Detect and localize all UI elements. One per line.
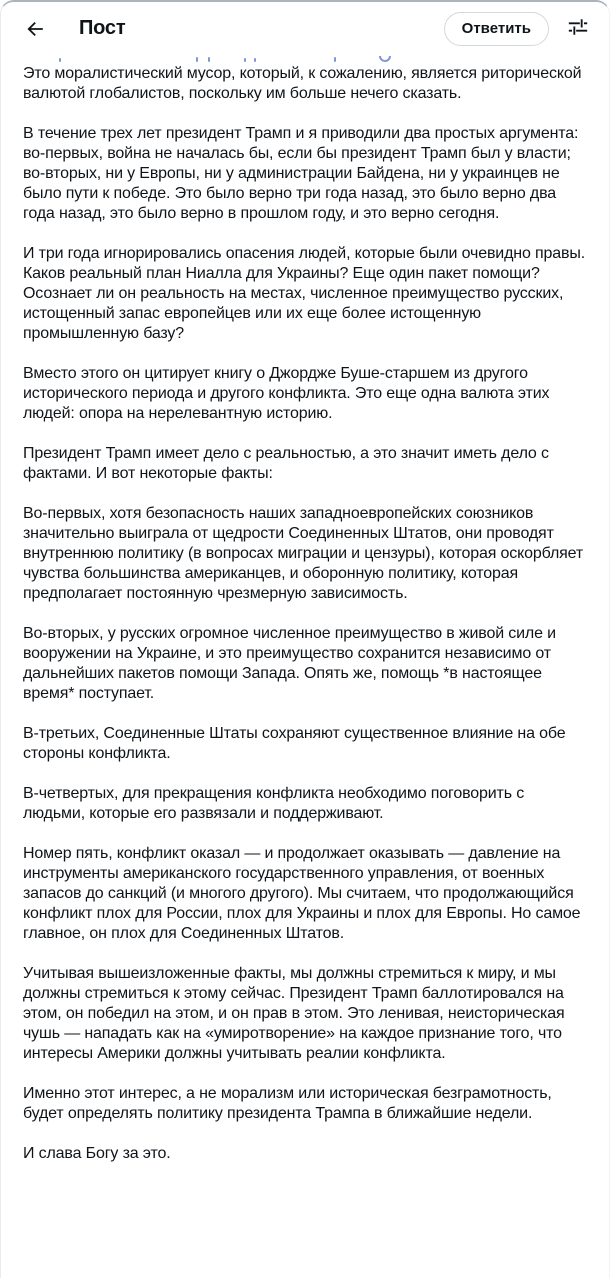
back-button[interactable] <box>17 11 53 47</box>
clipped-link-fragment <box>254 58 256 62</box>
post-paragraph: Это моралистический мусор, который, к сожалению, является риторической валютой глобалистов, поскольку им больше нечего сказать. <box>23 65 582 102</box>
clipped-link-fragment <box>334 57 336 62</box>
clipped-link-fragment <box>59 58 61 62</box>
clipped-link-fragment <box>244 58 246 62</box>
post-paragraph: Вместо этого он цитирует книгу о Джордже Буше-старшем из другого исторического периода и другого конфликта. Это еще одна валюта этих людей: опора на нерелевантную историю. <box>23 365 550 422</box>
post-paragraph: Учитывая вышеизложенные факты, мы должны стремиться к миру, и мы должны стремиться к этому сейчас. Президент Трамп баллотировался на этом, он победил на этом, и он прав в этом. Это ленивая, неисторическая чушь — нападать как на «умиротворение» на каждое признание того, что интересы Америки должны учитывать реалии конфликта. <box>23 965 565 1062</box>
post-paragraph: В течение трех лет президент Трамп и я приводили два простых аргумента: во-первых, война не началась бы, если бы президент Трамп был у власти; во-вторых, ни у Европы, ни у администрации Байдена, ни у украинцев не было пути к победе. Это было верно три года назад, это было верно два года назад, это было верно в прошлом году, и это верно сегодня. <box>23 125 579 222</box>
post-paragraph: И три года игнорировались опасения людей, которые были очевидно правы. Каков реальный план Ниалла для Украины? Еще один пакет помощи? Осознает ли он реальность на местах, численное преимущество русских, истощенный запас европейцев или их еще более истощенную промышленную базу? <box>23 245 586 342</box>
sliders-icon <box>567 16 589 41</box>
post-paragraph: Именно этот интерес, а не морализм или историческая безграмотность, будет определять политику президента Трампа в ближайшие недели. <box>23 1085 552 1122</box>
post-paragraph: Во-вторых, у русских огромное численное преимущество в живой силе и вооружении на Украине, и это преимущество сохранится независимо от дальнейших пакетов помощи Запада. Опять же, помощь *в настоящее время* поступает. <box>23 625 556 702</box>
clipped-link-fragment <box>379 56 391 62</box>
post-paragraph: Во-первых, хотя безопасность наших западноевропейских союзников значительно выиграла от щедрости Соединенных Штатов, они проводят внутреннюю политику (в вопросах миграции и цензуры), которая оскорбляет чувства большинства американцев, и оборонную политику, которая предполагает постоянную чрезмерную зависимость. <box>23 505 584 602</box>
post-body <box>1 55 609 1164</box>
post-header <box>1 2 609 55</box>
clipped-reply-links[interactable] <box>23 55 589 64</box>
post-paragraph: В-третьих, Соединенные Штаты сохраняют существенное влияние на обе стороны конфликта. <box>23 725 566 762</box>
clipped-link-fragment <box>208 57 210 62</box>
clipped-link-fragment <box>196 57 198 62</box>
post-paragraph: В-четвертых, для прекращения конфликта необходимо поговорить с людьми, которые его развязали и поддерживают. <box>23 785 525 822</box>
timeline-settings-button[interactable] <box>561 12 595 46</box>
post-text <box>23 64 589 1164</box>
arrow-left-icon <box>24 18 46 40</box>
post-paragraph: И слава Богу за это. <box>23 1145 171 1162</box>
page-title: Пост <box>79 17 126 39</box>
post-paragraph: Номер пять, конфликт оказал — и продолжает оказывать — давление на инструменты американского государственного управления, от военных запасов до санкций (и многого другого). Мы считаем, что продолжающийся конфликт плох для России, плох для Украины и плох для Европы. Но самое главное, он плох для Соединенных Штатов. <box>23 845 581 942</box>
reply-button[interactable]: Ответить <box>444 12 549 46</box>
post-paragraph: Президент Трамп имеет дело с реальностью, а это значит иметь дело с фактами. И вот некоторые факты: <box>23 445 549 482</box>
